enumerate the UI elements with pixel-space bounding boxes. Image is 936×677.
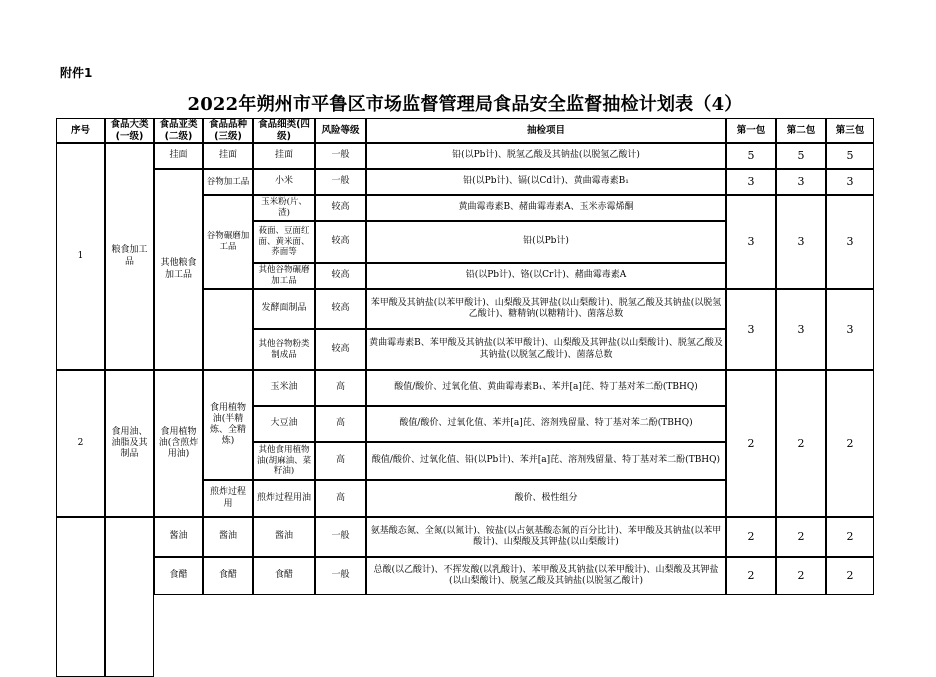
- header-cat4: 食品细类(四级): [253, 118, 315, 143]
- cat4-ddy: 大豆油: [253, 406, 315, 442]
- page-title: 2022年朔州市平鲁区市场监督管理局食品安全监督抽检计划表（4）: [187, 94, 743, 115]
- cat4-ymy: 玉米油: [253, 370, 315, 406]
- cat3-jz: 煎炸过程用: [203, 480, 253, 517]
- cat4-xm: 小米: [253, 169, 315, 195]
- cat3-gm: 挂面: [203, 143, 253, 169]
- pack2-sc: 2: [776, 557, 826, 595]
- items-sc: 总酸(以乙酸计)、不挥发酸(以乳酸计)、苯甲酸及其钠盐(以苯甲酸计)、山梨酸及其钾盐(以山梨酸计)、脱氢乙酸及其钠盐(以脱氢乙酸计): [366, 557, 726, 595]
- header-cat2: 食品亚类(二级): [154, 118, 203, 143]
- pack2-nm: 3: [776, 195, 826, 289]
- risk-qtzw: 高: [315, 442, 366, 480]
- pack1-gm: 5: [726, 143, 776, 169]
- risk-xm: 一般: [315, 169, 366, 195]
- items-jy: 氨基酸态氮、全氮(以氮计)、铵盐(以占氨基酸态氮的百分比计)、苯甲酸及其钠盐(以苯甲酸计)、山梨酸及其钾盐(以山梨酸计): [366, 517, 726, 557]
- cat4-fjm: 发酵面制品: [253, 289, 315, 329]
- pack2-jy: 2: [776, 517, 826, 557]
- row-seq-3: [56, 517, 105, 677]
- pack2-gm: 5: [776, 143, 826, 169]
- pack1-nm: 3: [726, 195, 776, 289]
- cat4-sc: 食醋: [253, 557, 315, 595]
- cat1-condiment: [105, 517, 154, 677]
- cat4-qtgf: 其他谷物粉类制成品: [253, 329, 315, 370]
- items-qtgf: 黄曲霉毒素B、苯甲酸及其钠盐(以苯甲酸计)、山梨酸及其钾盐(以山梨酸计)、脱氢乙酸及其钠盐(以脱氢乙酸计)、菌落总数: [366, 329, 726, 370]
- pack2-xm: 3: [776, 169, 826, 195]
- cat2-other-grain: 其他粮食加工品: [154, 169, 203, 370]
- pack1-sc: 2: [726, 557, 776, 595]
- risk-gm: 一般: [315, 143, 366, 169]
- plan-table: [56, 118, 874, 662]
- row-seq-2: 2: [56, 370, 105, 517]
- risk-ddy: 高: [315, 406, 366, 442]
- pack1-jy: 2: [726, 517, 776, 557]
- pack2-oil: 2: [776, 370, 826, 517]
- cat4-jy: 酱油: [253, 517, 315, 557]
- cat4-gm: 挂面: [253, 143, 315, 169]
- header-cat1: 食品大类(一级): [105, 118, 154, 143]
- cat2-jy: 酱油: [154, 517, 203, 557]
- pack1-oil: 2: [726, 370, 776, 517]
- risk-jy: 一般: [315, 517, 366, 557]
- cat1-grain: 粮食加工品: [105, 143, 154, 370]
- items-mm: 铅(以Pb计): [366, 221, 726, 263]
- items-ymy: 酸值/酸价、过氧化值、黄曲霉毒素B₁、苯并[a]芘、特丁基对苯二酚(TBHQ): [366, 370, 726, 406]
- header-pack1: 第一包: [726, 118, 776, 143]
- items-xm: 铅(以Pb计)、镉(以Cd计)、黄曲霉毒素B₁: [366, 169, 726, 195]
- cat4-qtzw: 其他食用植物油(胡麻油、菜籽油): [253, 442, 315, 480]
- risk-ymy: 高: [315, 370, 366, 406]
- header-pack3: 第三包: [826, 118, 874, 143]
- pack3-jy: 2: [826, 517, 874, 557]
- pack3-sc: 2: [826, 557, 874, 595]
- risk-ymf: 较高: [315, 195, 366, 221]
- pack1-fj: 3: [726, 289, 776, 370]
- header-seq: 序号: [56, 118, 105, 143]
- row-seq-1: 1: [56, 143, 105, 370]
- cat2-gm: 挂面: [154, 143, 203, 169]
- pack1-xm: 3: [726, 169, 776, 195]
- header-items: 抽检项目: [366, 118, 726, 143]
- items-qtnm: 铅(以Pb计)、铬(以Cr计)、赭曲霉毒素A: [366, 263, 726, 289]
- header-pack2: 第二包: [776, 118, 826, 143]
- cat3-blank: [203, 289, 253, 370]
- cat4-ymf: 玉米粉(片、渣): [253, 195, 315, 221]
- pack3-gm: 5: [826, 143, 874, 169]
- items-qtzw: 酸值/酸价、过氧化值、铅(以Pb计)、苯并[a]芘、溶剂残留量、特丁基对苯二酚(TBHQ): [366, 442, 726, 480]
- header-risk: 风险等级: [315, 118, 366, 143]
- pack3-xm: 3: [826, 169, 874, 195]
- risk-mm: 较高: [315, 221, 366, 263]
- attachment-label: 附件1: [60, 66, 93, 80]
- pack3-nm: 3: [826, 195, 874, 289]
- risk-qtnm: 较高: [315, 263, 366, 289]
- cat3-nm: 谷物碾磨加工品: [203, 195, 253, 289]
- cat3-jy: 酱油: [203, 517, 253, 557]
- items-fjm: 苯甲酸及其钠盐(以苯甲酸计)、山梨酸及其钾盐(以山梨酸计)、脱氢乙酸及其钠盐(以脱氢乙酸计)、糖精钠(以糖精计)、菌落总数: [366, 289, 726, 329]
- items-gm: 铅(以Pb计)、脱氢乙酸及其钠盐(以脱氢乙酸计): [366, 143, 726, 169]
- pack2-fj: 3: [776, 289, 826, 370]
- cat1-oil: 食用油、油脂及其制品: [105, 370, 154, 517]
- pack3-oil: 2: [826, 370, 874, 517]
- cat4-mm: 莜面、豆面红面、黄米面、荞面等: [253, 221, 315, 263]
- items-jz: 酸价、极性组分: [366, 480, 726, 517]
- cat3-sc: 食醋: [203, 557, 253, 595]
- risk-jz: 高: [315, 480, 366, 517]
- header-cat3: 食品品种(三级): [203, 118, 253, 143]
- cat3-zwy: 食用植物油(半精炼、全精炼): [203, 370, 253, 480]
- pack3-fj: 3: [826, 289, 874, 370]
- cat3-gwjg: 谷物加工品: [203, 169, 253, 195]
- risk-fjm: 较高: [315, 289, 366, 329]
- items-ymf: 黄曲霉毒素B、赭曲霉毒素A、玉米赤霉烯酮: [366, 195, 726, 221]
- items-ddy: 酸值/酸价、过氧化值、苯并[a]芘、溶剂残留量、特丁基对苯二酚(TBHQ): [366, 406, 726, 442]
- cat4-jz: 煎炸过程用油: [253, 480, 315, 517]
- risk-sc: 一般: [315, 557, 366, 595]
- cat2-sc: 食醋: [154, 557, 203, 595]
- cat4-qtnm: 其他谷物碾磨加工品: [253, 263, 315, 289]
- risk-qtgf: 较高: [315, 329, 366, 370]
- cat2-oil: 食用植物油(含煎炸用油): [154, 370, 203, 517]
